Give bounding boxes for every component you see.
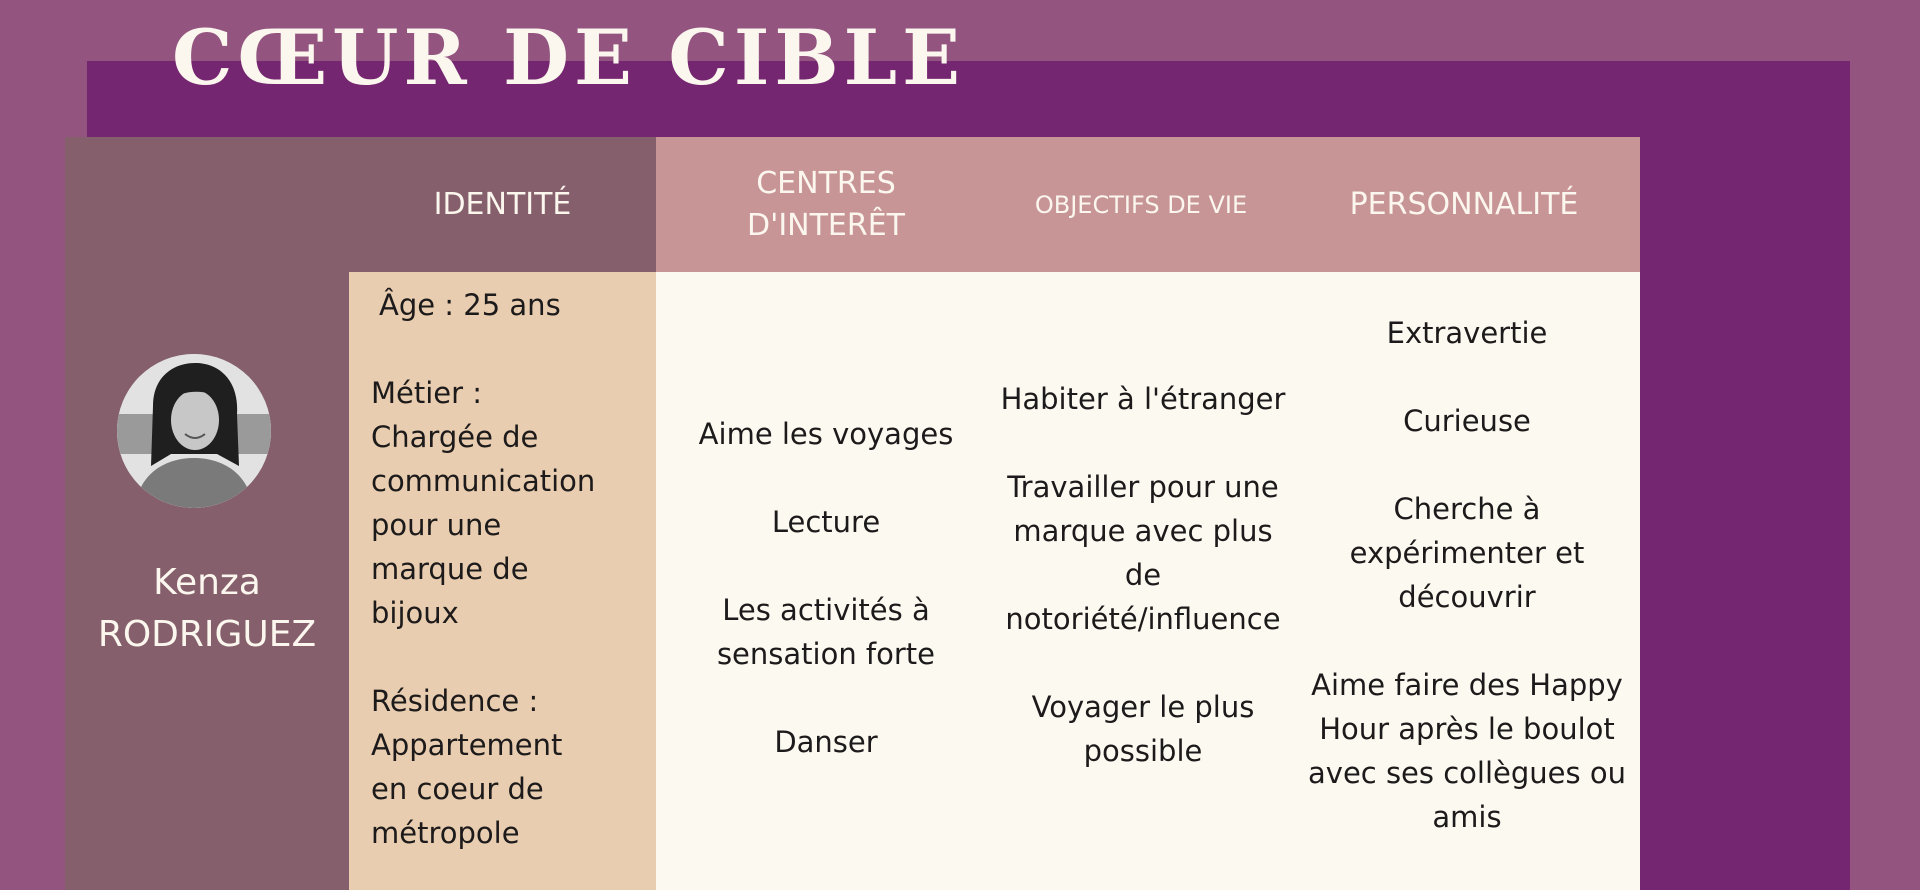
avatar xyxy=(117,354,271,508)
interest-item: Aime les voyages xyxy=(698,417,954,451)
identity-residence-label: Résidence : xyxy=(371,684,539,718)
header-centres-line1: CENTRES xyxy=(756,165,896,201)
persona-first-name: Kenza xyxy=(153,562,261,603)
header-centres-line2: D'INTERÊT xyxy=(746,207,906,243)
header-personnalite: PERSONNALITÉ xyxy=(1349,186,1579,222)
identity-cell xyxy=(349,272,656,890)
identity-metier-line: bijoux xyxy=(371,596,459,630)
header-centres-interet xyxy=(656,137,996,272)
personality-item: Cherche à expérimenter et découvrir xyxy=(1349,492,1585,614)
identity-residence-line: métropole xyxy=(371,816,520,850)
identity-metier-line: Chargée de xyxy=(371,420,539,454)
page-title: CŒUR DE CIBLE xyxy=(172,13,966,102)
interest-item: Les activités à sensation forte xyxy=(716,593,936,671)
identity-residence-line: en coeur de xyxy=(371,772,544,806)
identity-metier-line: marque de xyxy=(371,552,529,586)
header-row xyxy=(656,137,1640,272)
identity-metier xyxy=(371,371,595,635)
header-identite-label: IDENTITÉ xyxy=(433,186,572,222)
profile-column xyxy=(65,137,349,890)
personality-item: Curieuse xyxy=(1403,404,1531,438)
interest-item: Lecture xyxy=(771,505,881,539)
interest-item: Danser xyxy=(774,725,878,759)
interests-list xyxy=(656,412,996,764)
identity-residence xyxy=(371,679,562,855)
header-identite xyxy=(349,137,656,272)
content-area xyxy=(656,272,1640,890)
personality-item: Extravertie xyxy=(1386,316,1548,350)
persona-last-name: RODRIGUEZ xyxy=(97,614,317,655)
personality-list xyxy=(1300,311,1634,839)
portrait-photo xyxy=(117,354,271,508)
goal-item: Travailler pour une marque avec plus de notoriété/influence xyxy=(1005,470,1281,636)
identity-metier-label: Métier : xyxy=(371,376,483,410)
goal-item: Habiter à l'étranger xyxy=(1000,382,1286,416)
identity-metier-line: pour une xyxy=(371,508,502,542)
persona-name xyxy=(65,557,349,661)
persona-panel xyxy=(65,137,1640,890)
identity-residence-line: Appartement xyxy=(371,728,563,762)
identity-age: Âge : 25 ans xyxy=(379,288,561,322)
header-objectifs-de-vie: OBJECTIFS DE VIE xyxy=(1034,190,1248,219)
personality-item: Aime faire des Happy Hour après le boulot avec ses collègues ou amis xyxy=(1308,668,1626,834)
goal-item: Voyager le plus possible xyxy=(1031,690,1255,768)
identity-metier-line: communication xyxy=(371,464,596,498)
goals-list xyxy=(992,377,1294,773)
